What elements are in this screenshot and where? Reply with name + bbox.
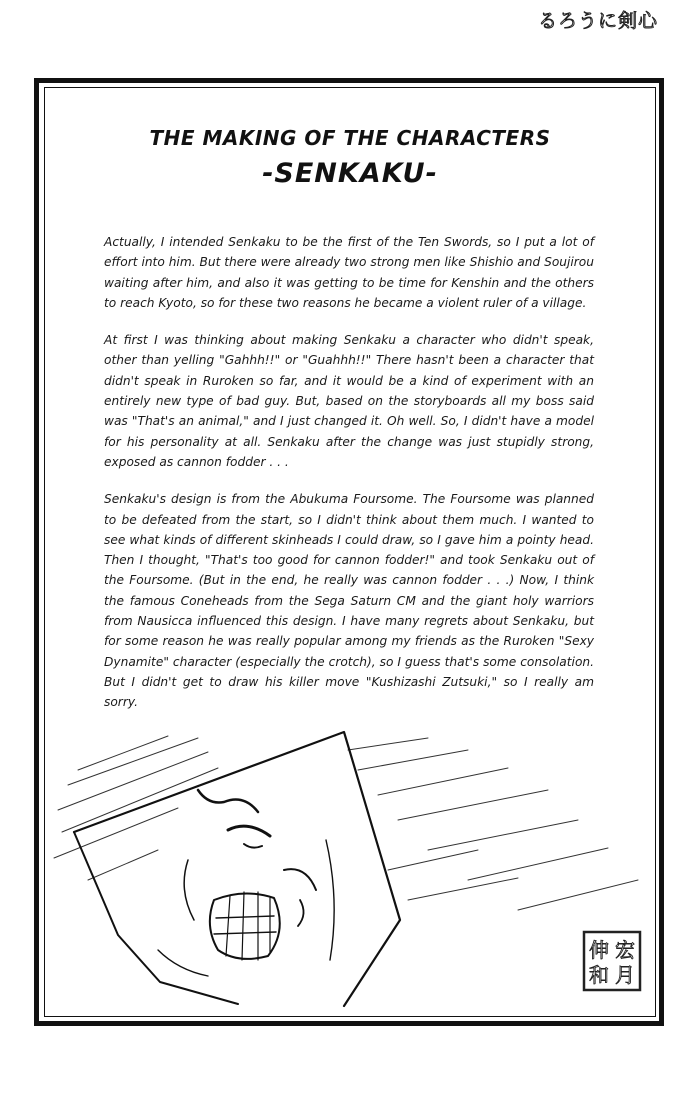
senkaku-head: [74, 732, 400, 1006]
paragraph-3: Senkaku's design is from the Abukuma Foursome. The Foursome was planned to be defeated from the start, so I didn't think about them much. I wanted to see what kinds of different skinheads I could draw, so I gave him a pointy head. Then I thought, "That's too good for cannon fodder!" and took Senkaku out of the Foursome. (But in the end, he really was cannon fodder . . .) Now, I think the famous Coneheads from the Sega Saturn CM and the giant holy warriors from Nausicca influenced this design. I have many regrets about Senkaku, but for some reason he was really popular among my friends as the Ruroken "Sexy Dynamite" character (especially the crotch), so I guess that's some consolation. But I didn't get to draw his killer move "Kushizashi Zutsuki," so I really am sorry.: [104, 492, 594, 710]
speed-lines: [54, 736, 638, 910]
svg-text:和月: 和月: [589, 963, 635, 987]
hanko-seal: [584, 932, 640, 990]
series-logo: るろうに剣心: [538, 10, 659, 32]
article-body: [104, 232, 594, 730]
paragraph-2: At first I was thinking about making Senkaku a character who didn't speak, other than yelling "Gahhh!!" or "Guahhh!!" There hasn't been a character that didn't speak in Ruroken so far, and it would be a kind of experiment with an entirely new type of bad guy. But, based on the storyboards all my boss said was "That's an animal," and I just changed it. Oh well. So, I didn't have a model for his personality at all. Senkaku after the change was just stupidly strong, exposed as cannon fodder . . .: [104, 333, 594, 469]
paragraph-1: Actually, I intended Senkaku to be the first of the Ten Swords, so I put a lot of effort into him. But there were already two strong men like Shishio and Soujirou waiting after him, and also it was getting to be time for Kenshin and the others to reach Kyoto, so for these two reasons he became a violent ruler of a village.: [104, 235, 594, 310]
page-title: THE MAKING OF THE CHARACTERS: [149, 126, 551, 150]
svg-text:伸宏: 伸宏: [589, 938, 635, 962]
page-subtitle: -SENKAKU-: [262, 158, 438, 189]
senkaku-illustration: [48, 720, 652, 1010]
